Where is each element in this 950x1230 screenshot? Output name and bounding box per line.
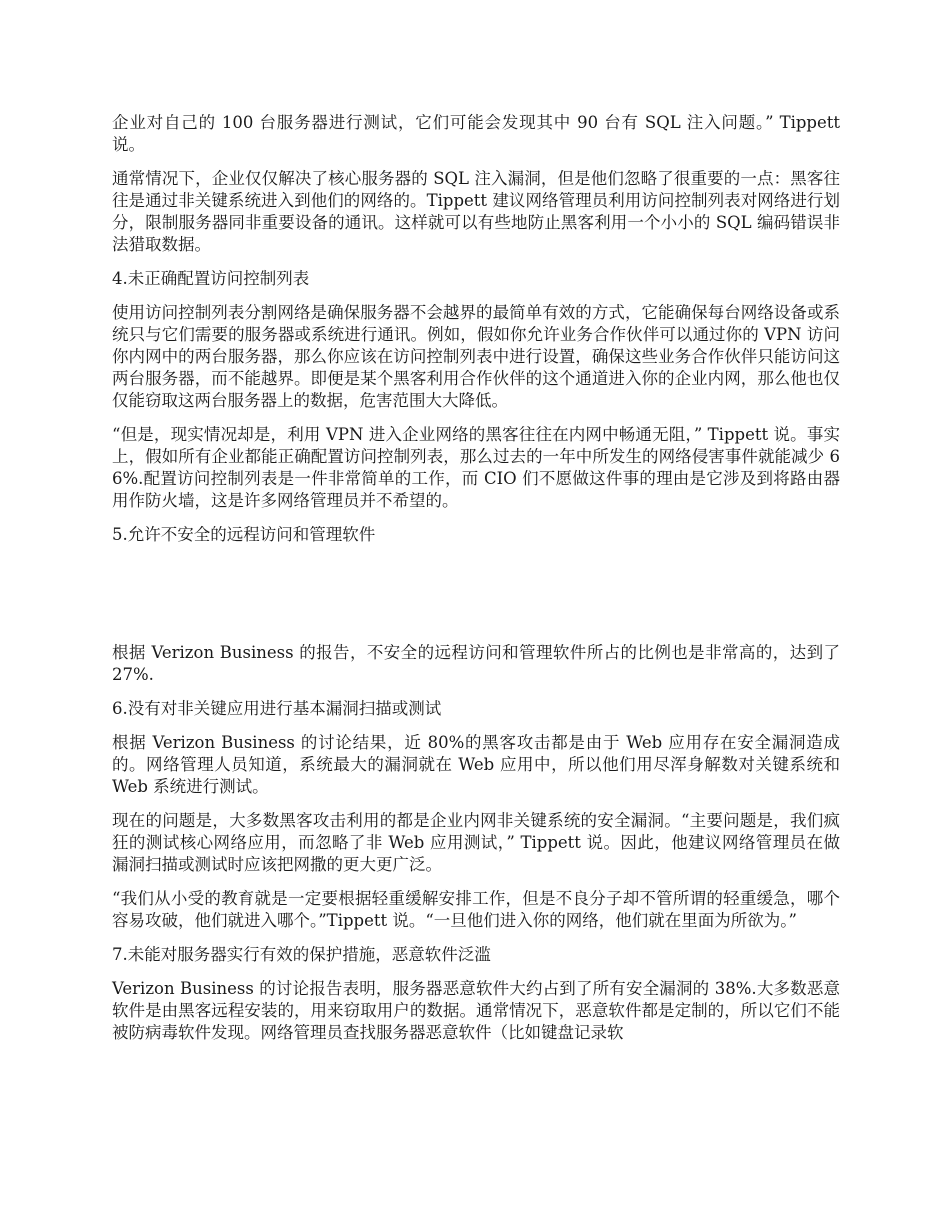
paragraph-non-critical-systems: 现在的问题是，大多数黑客攻击利用的都是企业内网非关键系统的安全漏洞。“主要问题是，我们疯狂的测试核心网络应用，而忽略了非 Web 应用测试，” Tippett 说。因此，他建议网络管理员在做漏洞扫描或测试时应该把网撒的更大更广泛。 — [112, 811, 840, 874]
paragraph-remote-access-report: 根据 Verizon Business 的报告，不安全的远程访问和管理软件所占的比例也是非常高的，达到了 27%. — [112, 643, 840, 684]
paragraph-web-app-vulnerabilities: 根据 Verizon Business 的讨论结果，近 80%的黑客攻击都是由于 Web 应用存在安全漏洞造成的。网络管理人员知道，系统最大的漏洞就在 Web 应用中，所以他们用尽浑身解数对关键系统和 Web 系统进行测试。 — [112, 733, 840, 796]
paragraph-sql-injection-count: 企业对自己的 100 台服务器进行测试，它们可能会发现其中 90 台有 SQL 注入问题。” Tippett 说。 — [112, 113, 840, 154]
section-heading-5: 5.允许不安全的远程访问和管理软件 — [112, 525, 376, 544]
paragraph-vpn-quote: “但是，现实情况却是，利用 VPN 进入企业网络的黑客往往在内网中畅通无阻，” Tippett 说。事实上，假如所有企业都能正确配置访问控制列表，那么过去的一年中所发生的网络侵害事件就能减少 66%.配置访问控制列表是一件非常简单的工作，而 CIO 们不愿做这件事的理由是它涉及到将路由器用作防火墙，这是许多网络管理员并不希望的。 — [112, 425, 840, 510]
document-body — [112, 112, 840, 1056]
section-heading-4: 4.未正确配置访问控制列表 — [112, 269, 310, 288]
paragraph-core-servers: 通常情况下，企业仅仅解决了核心服务器的 SQL 注入漏洞，但是他们忽略了很重要的一点：黑客往往是通过非关键系统进入到他们的网络的。Tippett 建议网络管理员利用访问控制列表对网络进行划分，限制服务器同非重要设备的通讯。这样就可以有些地防止黑客利用一个小小的 SQL 编码错误非法猎取数据。 — [112, 169, 840, 254]
paragraph-acl-segmentation: 使用访问控制列表分割网络是确保服务器不会越界的最简单有效的方式，它能确保每台网络设备或系统只与它们需要的服务器或系统进行通讯。例如，假如你允许业务合作伙伴可以通过你的 VPN 访问你内网中的两台服务器，那么你应该在访问控制列表中进行设置，确保这些业务合作伙伴只能访问这两台服务器，而不能越界。即便是某个黑客利用合作伙伴的这个通道进入你的企业内网，那么他也仅仅能窃取这两台服务器上的数据，危害范围大大降低。 — [112, 303, 840, 410]
paragraph-server-malware: Verizon Business 的讨论报告表明，服务器恶意软件大约占到了所有安全漏洞的 38%.大多数恶意软件是由黑客远程安装的，用来窃取用户的数据。通常情况下，恶意软件都是定制的，所以它们不能被防病毒软件发现。网络管理员查找服务器恶意软件（比如键盘记录软 — [112, 979, 840, 1042]
paragraph-priorities-quote: “我们从小受的教育就是一定要根据轻重缓解安排工作，但是不良分子却不管所谓的轻重缓急，哪个容易攻破，他们就进入哪个。”Tippett 说。“一旦他们进入你的网络，他们就在里面为所欲为。” — [112, 889, 840, 930]
section-heading-7: 7.未能对服务器实行有效的保护措施，恶意软件泛滥 — [112, 945, 491, 964]
blank-space — [112, 558, 840, 642]
section-heading-6: 6.没有对非关键应用进行基本漏洞扫描或测试 — [112, 699, 442, 718]
